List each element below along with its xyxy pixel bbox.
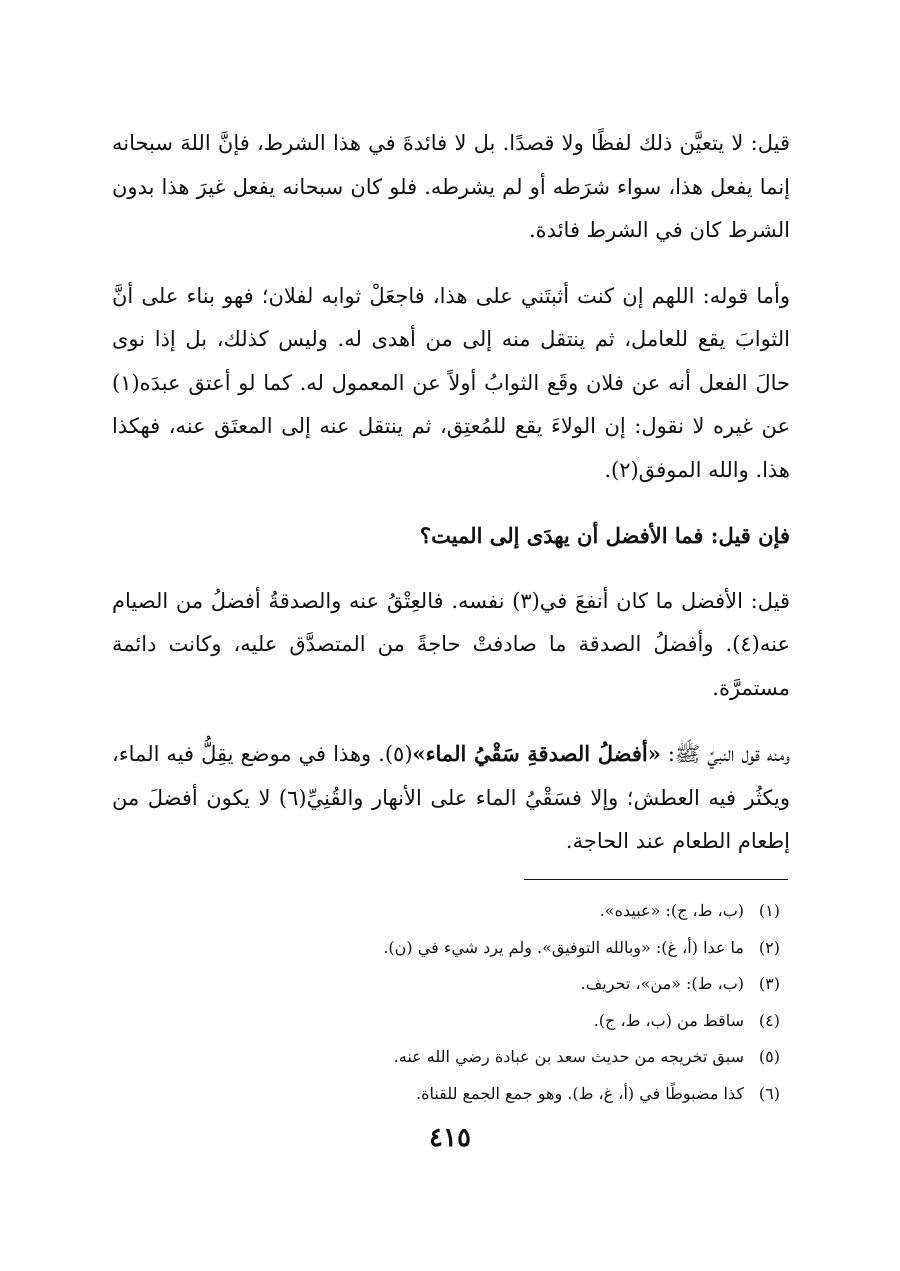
footnote-item [112, 1003, 780, 1040]
footnote-number: (٣) [758, 974, 780, 993]
paragraph-3: قيل: الأفضل ما كان أنفعَ في(٣) نفسه. فالعِتْقُ عنه والصدقةُ أفضلُ من الصيام عنه(٤). وأفضلُ الصدقة ما صادفتْ حاجةً من المتصدَّق عليه، وكانت دائمة مستمرَّة. [112, 588, 790, 700]
footnote-text: ساقط من (ب، ط، ج). [593, 1010, 744, 1030]
footnote-text: (ب، ط، ج): «عبيده». [599, 901, 744, 920]
footnote-item [112, 930, 780, 967]
footnote-number: (٥) [758, 1047, 780, 1066]
hadith-quote: «أفضلُ الصدقةِ سَقْيُ الماء» [412, 741, 661, 766]
footnote-text: ما عدا (أ، غ): «وبالله التوفيق». ولم يرد شيء في (ن). [383, 937, 744, 957]
footnote-number: (١) [758, 901, 780, 920]
paragraph-gap [112, 558, 790, 580]
paragraph-2: وأما قوله: اللهم إن كنت أثبتَني على هذا، فاجعَلْ ثوابه لفلان؛ فهو بناء على أنَّ الثوابَ يقع للعامل، ثم ينتقل منه إلى من أهدى له. وليس كذلك، بل إذا نوى حالَ الفعل أنه عن فلان وقَع الثوابُ أولاً عن المعمول له. كما لو أعتق عبدَه(١) عن غيره لا نقول: إن الولاءَ يقع للمُعتِق، ثم ينتقل عنه إلى المعتَق عنه، فهكذا هذا. والله الموفق(٢). [112, 283, 790, 482]
footnotes-list [112, 893, 780, 1112]
footnote-item [112, 966, 780, 1003]
footnote-separator [524, 879, 788, 880]
paragraph-gap [112, 710, 790, 732]
main-text [112, 122, 790, 864]
footnote-text: كذا مضبوطًا في (أ، غ، ط). وهو جمع الجمع للقناة. [416, 1083, 744, 1103]
paragraph-gap [112, 492, 790, 514]
footnote-number: (٦) [758, 1083, 780, 1103]
paragraph-1: قيل: لا يتعيَّن ذلك لفظًا ولا قصدًا. بل لا فائدةَ في هذا الشرط، فإنَّ اللهَ سبحانه إنما يفعل هذا، سواء شرَطه أو لم يشرطه. فلو كان سبحانه يفعل غيرَ هذا بدون الشرط كان في الشرط فائدة. [112, 131, 790, 242]
footnote-number: (٤) [758, 1010, 780, 1030]
paragraph-gap [112, 253, 790, 275]
footnote-number: (٢) [758, 937, 780, 957]
paragraph-4-rest: (٥). وهذا في موضع يقِلُّ فيه الماء، ويكثُر فيه العطش؛ وإلا فسَقْيُ الماء على الأنهار والقُنِيِّ(٦) لا يكون أفضلَ من إطعام الطعام عند الحاجة. [112, 742, 790, 853]
footnote-item [112, 893, 780, 930]
footnote-item [112, 1076, 780, 1113]
footnote-item [112, 1039, 780, 1076]
paragraph-4-intro: ومنه قول النبيِّ ﷺ: [660, 742, 790, 766]
footnote-text: (ب، ط): «من»، تحريف. [580, 974, 744, 993]
paragraph-4 [112, 732, 790, 864]
page-number: ٤١٥ [429, 1123, 471, 1153]
question-heading: فإن قيل: فما الأفضل أن يهدَى إلى الميت؟ [419, 523, 790, 548]
footnote-text: سبق تخريجه من حديث سعد بن عبادة رضي الله عنه. [393, 1047, 744, 1066]
